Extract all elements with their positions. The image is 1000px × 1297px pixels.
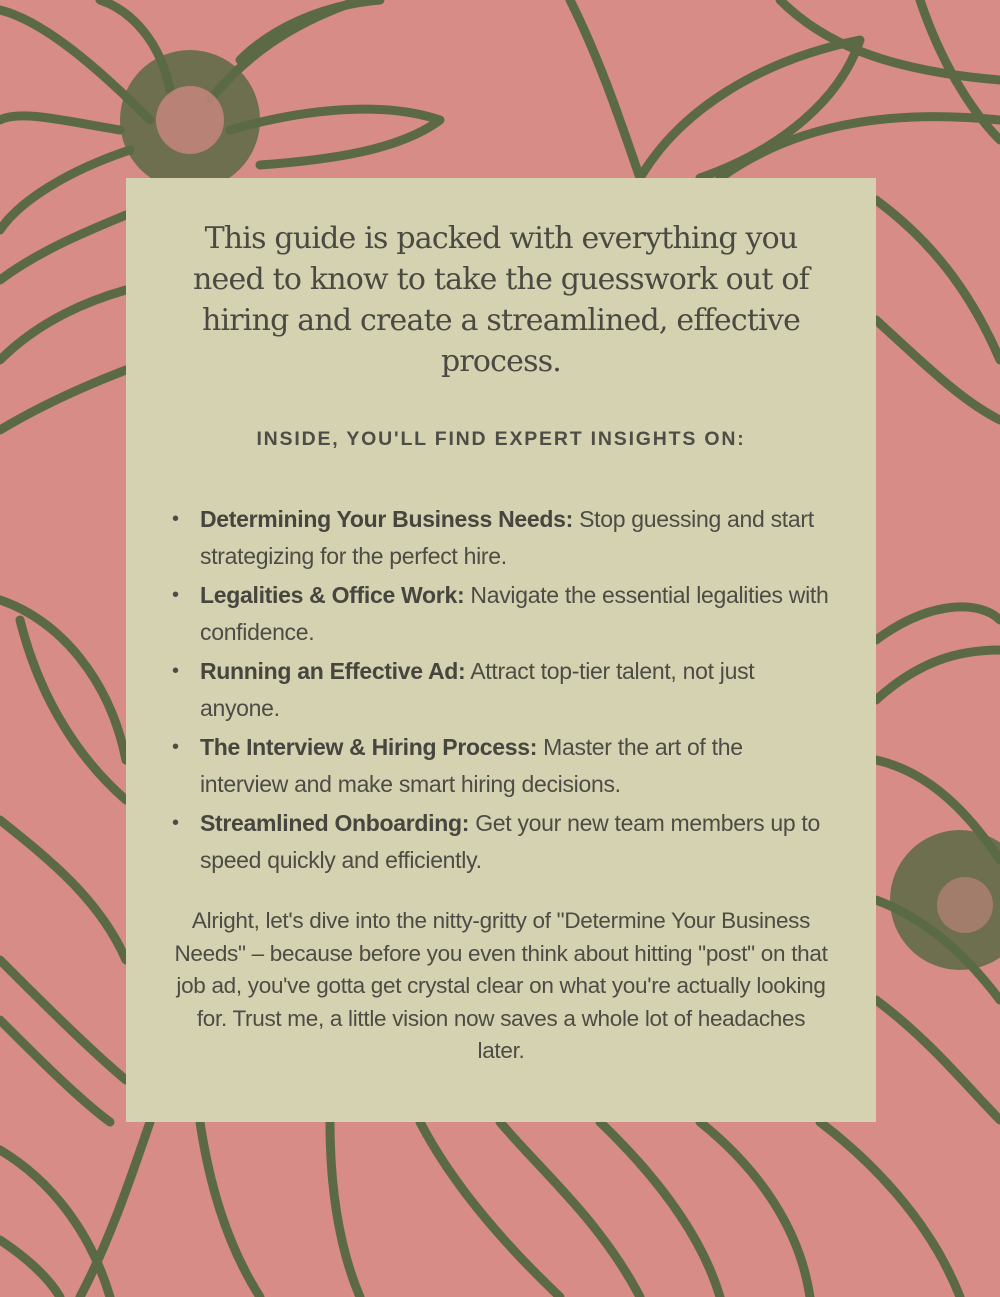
leaf-line — [876, 650, 1000, 700]
insights-subheading: INSIDE, YOU'LL FIND EXPERT INSIGHTS ON: — [256, 428, 746, 450]
insight-title: Legalities & Office Work: — [200, 582, 465, 608]
leaf-line — [876, 1000, 1000, 1120]
flower-center-inner — [937, 877, 993, 933]
flower-petal-line — [200, 1122, 260, 1297]
flower-center-inner — [156, 86, 224, 154]
list-item — [172, 729, 830, 803]
list-item — [172, 577, 830, 651]
insight-title: The Interview & Hiring Process: — [200, 734, 538, 760]
flower-petal-line — [700, 1122, 810, 1297]
insight-title: Running an Effective Ad: — [200, 658, 466, 684]
bullet-icon: • — [172, 508, 179, 530]
flower-petal-line — [80, 1122, 150, 1297]
insight-text: Stop guessing and start strategizing for the perfect hire. — [200, 506, 814, 569]
list-item — [172, 653, 830, 727]
leaf-line — [876, 320, 1000, 420]
flower-petal-line — [500, 1122, 640, 1297]
insight-title: Streamlined Onboarding: — [200, 810, 470, 836]
bullet-icon: • — [172, 812, 179, 834]
insights-list — [172, 501, 830, 879]
leaf-line — [780, 0, 1000, 80]
flower-petal-line — [0, 290, 126, 360]
flower-petal-line — [230, 109, 440, 165]
leaf-line — [0, 960, 126, 1080]
leaf-line — [0, 820, 126, 960]
insight-text: Get your new team members up to speed quickly and efficiently. — [200, 810, 821, 873]
insight-title: Determining Your Business Needs: — [200, 506, 573, 532]
insight-text: Navigate the essential legalities with confidence. — [200, 582, 829, 645]
flower-petal-line — [820, 1122, 960, 1297]
flower-petal-line — [0, 1240, 60, 1297]
bullet-icon: • — [172, 584, 179, 606]
list-item — [172, 805, 830, 879]
leaf-line — [570, 0, 640, 178]
leaf-line — [876, 607, 1000, 640]
list-item — [172, 501, 830, 575]
content-card — [126, 178, 876, 1122]
flower-petal-line — [0, 116, 120, 130]
leaf-line — [0, 1020, 110, 1122]
flower-petal-line — [0, 215, 126, 280]
page-headline: This guide is packed with everything you need to know to take the guesswork out of hiring and create a streamlined, effective process. — [193, 221, 809, 379]
insight-text: Attract top-tier talent, not just anyone. — [200, 658, 755, 721]
flower-petal-line — [0, 370, 126, 430]
bullet-icon: • — [172, 660, 179, 682]
flower-petal-line — [600, 1122, 720, 1297]
flower-petal-line — [420, 1122, 560, 1297]
body-paragraph: Alright, let's dive into the nitty-gritty of "Determine Your Business Needs" – because before you even think about hitting "post" on that job ad, you've gotta get crystal clear on what you're actually looking for. Trust me, a little vision now saves a whole lot of headaches later. — [174, 908, 828, 1063]
insight-text: Master the art of the interview and make smart hiring decisions. — [200, 734, 743, 797]
bullet-icon: • — [172, 736, 179, 758]
flower-petal-line — [330, 1122, 360, 1297]
